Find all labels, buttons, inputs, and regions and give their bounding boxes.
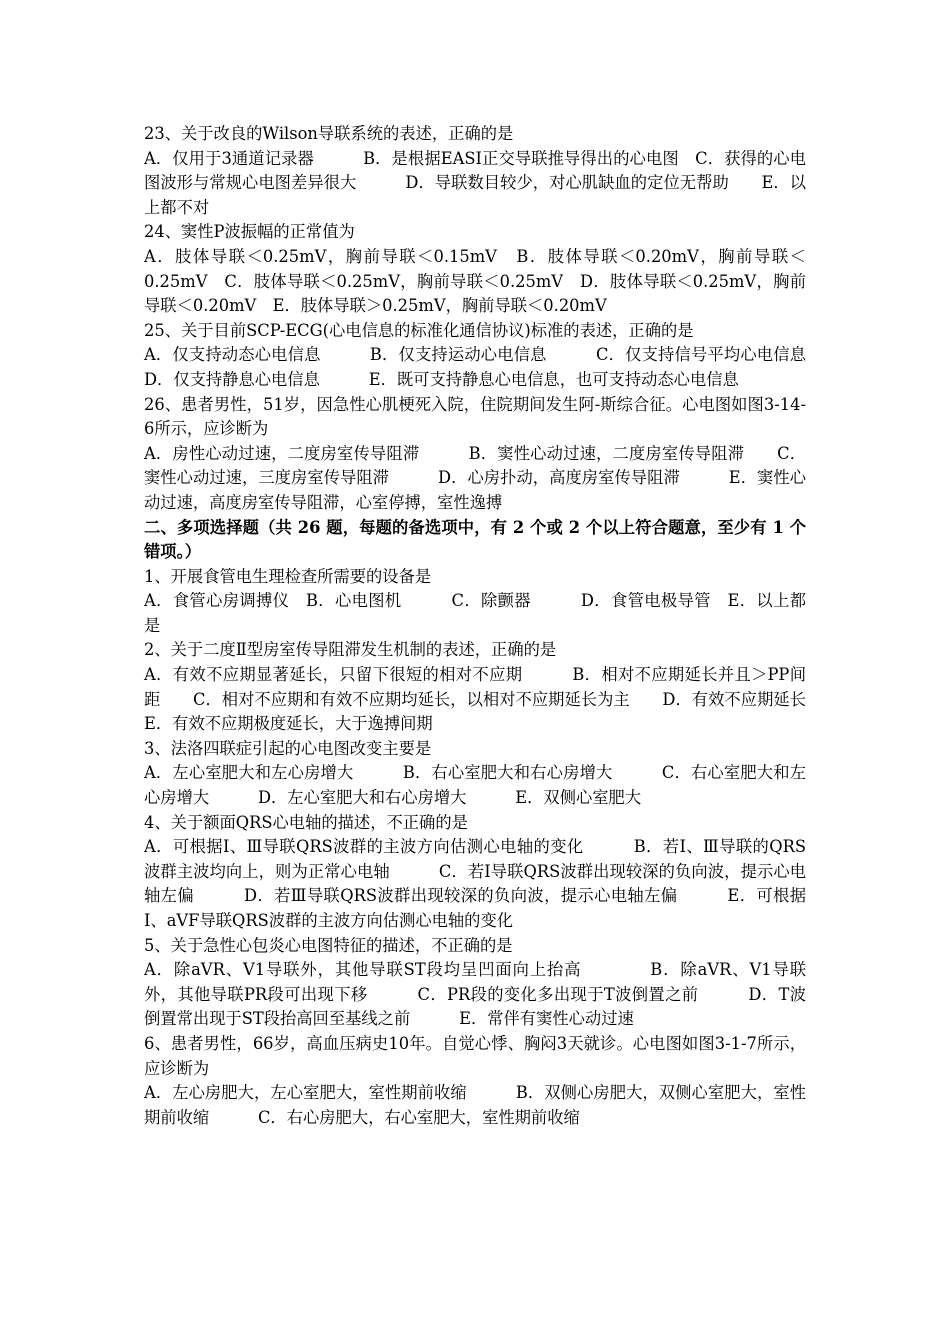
multi-question-5-stem: 5、关于急性心包炎心电图特征的描述，不正确的是 <box>144 935 513 955</box>
multi-question-4-stem: 4、关于额面QRS心电轴的描述，不正确的是 <box>144 812 468 832</box>
multi-question-2-stem: 2、关于二度Ⅱ型房室传导阻滞发生机制的表述，正确的是 <box>144 640 557 660</box>
multi-question-6-stem: 6、患者男性，66岁，高血压病史10年。自觉心悸、胸闷3天就诊。心电图如图3-1-7所示，应诊断为 <box>144 1033 806 1078</box>
question-23-stem: 23、关于改良的Wilson导联系统的表述，正确的是 <box>144 124 514 143</box>
question-24-stem: 24、窦性P波振幅的正常值为 <box>144 222 355 242</box>
multi-question-5-options: A．除aVR、V1导联外，其他导联ST段均呈凹面向上抬高 B．除aVR、V1导联外，其他导联PR段可出现下移 C．PR段的变化多出现于T波倒置之前 D．T波倒置常出现于ST段抬高回至基线之前 E．常伴有窦性心动过速 <box>144 960 806 1029</box>
multi-question-1-options: A．食管心房调搏仪 B．心电图机 C．除颤器 D．食管电极导管 E．以上都是 <box>144 591 806 635</box>
question-24-options: A．肢体导联＜0.25mV，胸前导联＜0.15mV B．肢体导联＜0.20mV，胸前导联＜0.25mV C．肢体导联＜0.25mV，胸前导联＜0.25mV D．肢体导联＜0.25mV，胸前导联＜0.20mV E．肢体导联＞0.25mV，胸前导联＜0.20mV <box>144 246 806 316</box>
question-26-stem: 26、患者男性，51岁，因急性心肌梗死入院，住院期间发生阿-斯综合征。心电图如图3-14-6所示，应诊断为 <box>144 394 806 439</box>
question-25-options: A．仅支持动态心电信息 B．仅支持运动心电信息 C．仅支持信号平均心电信息 D．仅支持静息心电信息 E．既可支持静息心电信息，也可支持动态心电信息 <box>144 345 855 389</box>
document-page <box>144 122 855 1130</box>
multi-question-4-options: A．可根据Ⅰ、Ⅲ导联QRS波群的主波方向估测心电轴的变化 B．若Ⅰ、Ⅲ导联的QRS波群主波均向上，则为正常心电轴 C．若Ⅰ导联QRS波群出现较深的负向波，提示心电轴左偏 D．若Ⅲ导联QRS波群出现较深的负向波，提示心电轴左偏 E．可根据Ⅰ、aVF导联QRS波群的主波方向估测心电轴的变化 <box>144 837 806 930</box>
multi-question-2-options: A．有效不应期显著延长，只留下很短的相对不应期 B．相对不应期延长并且＞PP间距 C．相对不应期和有效不应期均延长，以相对不应期延长为主 D．有效不应期延长 E．有效不应期极度延长，大于逸搏间期 <box>144 665 839 734</box>
multi-question-1-stem: 1、开展食管电生理检查所需要的设备是 <box>144 566 432 586</box>
multi-question-3-stem: 3、法洛四联症引起的心电图改变主要是 <box>144 738 432 758</box>
question-26-options: A．房性心动过速，二度房室传导阻滞 B．窦性心动过速，二度房室传导阻滞 C．窦性心动过速，三度房室传导阻滞 D．心房扑动，高度房室传导阻滞 E．窦性心动过速，高度房室传导阻滞，心室停搏，室性逸搏 <box>144 443 806 512</box>
multi-question-6-options: A．左心房肥大，左心室肥大，室性期前收缩 B．双侧心房肥大，双侧心室肥大，室性期前收缩 C．右心房肥大，右心室肥大，室性期前收缩 <box>144 1083 806 1127</box>
multi-question-3-options: A．左心室肥大和左心房增大 B．右心室肥大和右心房增大 C．右心室肥大和左心房增大 D．左心室肥大和右心房增大 E．双侧心室肥大 <box>144 763 806 808</box>
question-23-options: A．仅用于3通道记录器 B．是根据EASI正交导联推导得出的心电图 C．获得的心电图波形与常规心电图差异很大 D．导联数目较少，对心肌缺血的定位无帮助 E．以上都不对 <box>144 148 806 217</box>
question-25-stem: 25、关于目前SCP-ECG(心电信息的标准化通信协议)标准的表述，正确的是 <box>144 320 694 340</box>
section-two-heading: 二、多项选择题（共 26 题，每题的备选项中，有 2 个或 2 个以上符合题意，至少有 1 个错项。） <box>144 517 806 562</box>
